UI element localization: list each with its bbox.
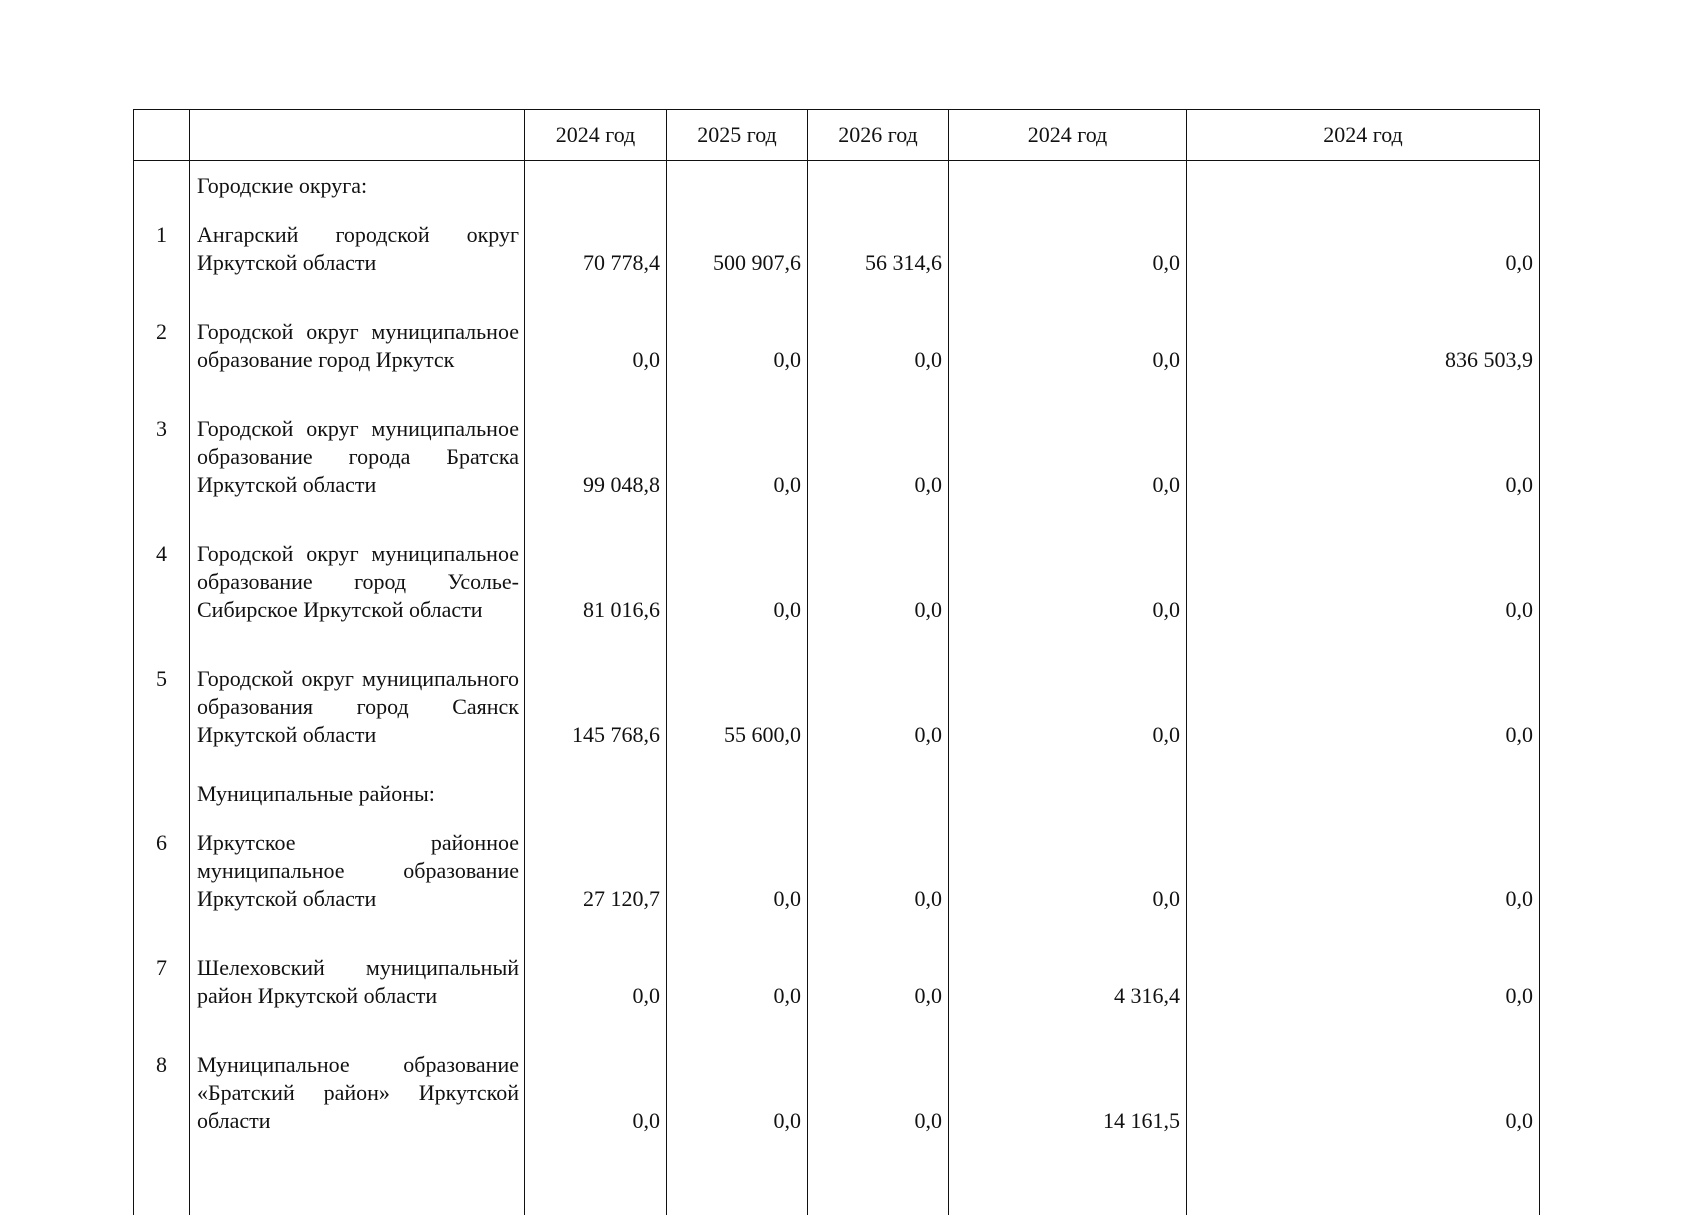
amount-cell: 0,0 — [808, 519, 949, 644]
amount-cell — [808, 769, 949, 808]
empty-cell — [1187, 1155, 1540, 1215]
table-header-row — [134, 110, 1540, 161]
municipality-name: Городской округ муниципальное образование город Иркутск — [190, 297, 525, 394]
table-body — [134, 161, 1540, 1215]
amount-cell: 0,0 — [808, 297, 949, 394]
table-continuation-row — [134, 1155, 1540, 1215]
amount-cell: 0,0 — [667, 1030, 808, 1155]
amount-cell: 0,0 — [949, 297, 1187, 394]
header-year-column: 2025 год — [667, 110, 808, 161]
amount-cell: 0,0 — [808, 933, 949, 1030]
amount-cell: 55 600,0 — [667, 644, 808, 769]
municipality-name: Ангарский городской округ Иркутской области — [190, 200, 525, 297]
amount-cell: 0,0 — [808, 644, 949, 769]
row-number: 6 — [134, 808, 190, 933]
amount-cell — [1187, 161, 1540, 201]
empty-cell — [949, 1155, 1187, 1215]
table-row — [134, 200, 1540, 297]
row-number — [134, 769, 190, 808]
amount-cell: 0,0 — [525, 933, 667, 1030]
empty-cell — [525, 1155, 667, 1215]
table-row — [134, 519, 1540, 644]
amount-cell — [667, 769, 808, 808]
table-row — [134, 394, 1540, 519]
amount-cell: 0,0 — [949, 644, 1187, 769]
amount-cell: 0,0 — [1187, 808, 1540, 933]
amount-cell: 0,0 — [667, 394, 808, 519]
section-heading: Муниципальные районы: — [190, 769, 525, 808]
budget-allocation-table — [133, 109, 1540, 1215]
amount-cell: 0,0 — [1187, 394, 1540, 519]
section-heading-row — [134, 161, 1540, 201]
row-number: 5 — [134, 644, 190, 769]
amount-cell: 0,0 — [808, 1030, 949, 1155]
amount-cell: 0,0 — [1187, 1030, 1540, 1155]
empty-cell — [667, 1155, 808, 1215]
amount-cell: 0,0 — [1187, 933, 1540, 1030]
amount-cell: 0,0 — [667, 519, 808, 644]
amount-cell — [949, 161, 1187, 201]
amount-cell: 0,0 — [949, 200, 1187, 297]
amount-cell: 99 048,8 — [525, 394, 667, 519]
empty-cell — [808, 1155, 949, 1215]
header-year-column: 2024 год — [1187, 110, 1540, 161]
amount-cell: 0,0 — [808, 394, 949, 519]
amount-cell — [667, 161, 808, 201]
table-row — [134, 933, 1540, 1030]
amount-cell: 81 016,6 — [525, 519, 667, 644]
table-row — [134, 297, 1540, 394]
amount-cell: 0,0 — [1187, 200, 1540, 297]
row-number: 3 — [134, 394, 190, 519]
amount-cell: 0,0 — [1187, 519, 1540, 644]
amount-cell — [1187, 769, 1540, 808]
empty-cell — [134, 1155, 190, 1215]
amount-cell: 0,0 — [667, 297, 808, 394]
amount-cell — [949, 769, 1187, 808]
amount-cell: 0,0 — [808, 808, 949, 933]
row-number: 2 — [134, 297, 190, 394]
amount-cell: 14 161,5 — [949, 1030, 1187, 1155]
amount-cell: 27 120,7 — [525, 808, 667, 933]
amount-cell: 0,0 — [525, 297, 667, 394]
header-year-column: 2024 год — [525, 110, 667, 161]
row-number: 7 — [134, 933, 190, 1030]
section-heading-row — [134, 769, 1540, 808]
header-year-column: 2026 год — [808, 110, 949, 161]
table-row — [134, 808, 1540, 933]
amount-cell — [525, 769, 667, 808]
section-heading: Городские округа: — [190, 161, 525, 201]
table-row — [134, 1030, 1540, 1155]
amount-cell: 56 314,6 — [808, 200, 949, 297]
header-year-column: 2024 год — [949, 110, 1187, 161]
amount-cell: 0,0 — [1187, 644, 1540, 769]
municipality-name: Иркутское районное муниципальное образование Иркутской области — [190, 808, 525, 933]
amount-cell: 0,0 — [949, 808, 1187, 933]
row-number: 4 — [134, 519, 190, 644]
amount-cell: 0,0 — [667, 808, 808, 933]
amount-cell: 0,0 — [667, 933, 808, 1030]
amount-cell: 0,0 — [525, 1030, 667, 1155]
row-number: 1 — [134, 200, 190, 297]
table-row — [134, 644, 1540, 769]
amount-cell — [525, 161, 667, 201]
amount-cell: 145 768,6 — [525, 644, 667, 769]
amount-cell — [808, 161, 949, 201]
header-name-column — [190, 110, 525, 161]
amount-cell: 500 907,6 — [667, 200, 808, 297]
empty-cell — [190, 1155, 525, 1215]
row-number: 8 — [134, 1030, 190, 1155]
row-number — [134, 161, 190, 201]
amount-cell: 836 503,9 — [1187, 297, 1540, 394]
municipality-name: Городской округ муниципального образования город Саянск Иркутской области — [190, 644, 525, 769]
amount-cell: 0,0 — [949, 519, 1187, 644]
amount-cell: 4 316,4 — [949, 933, 1187, 1030]
municipality-name: Муниципальное образование «Братский район» Иркутской области — [190, 1030, 525, 1155]
header-number-column — [134, 110, 190, 161]
amount-cell: 0,0 — [949, 394, 1187, 519]
municipality-name: Городской округ муниципальное образование города Братска Иркутской области — [190, 394, 525, 519]
municipality-name: Шелеховский муниципальный район Иркутской области — [190, 933, 525, 1030]
municipality-name: Городской округ муниципальное образование город Усолье-Сибирское Иркутской области — [190, 519, 525, 644]
amount-cell: 70 778,4 — [525, 200, 667, 297]
